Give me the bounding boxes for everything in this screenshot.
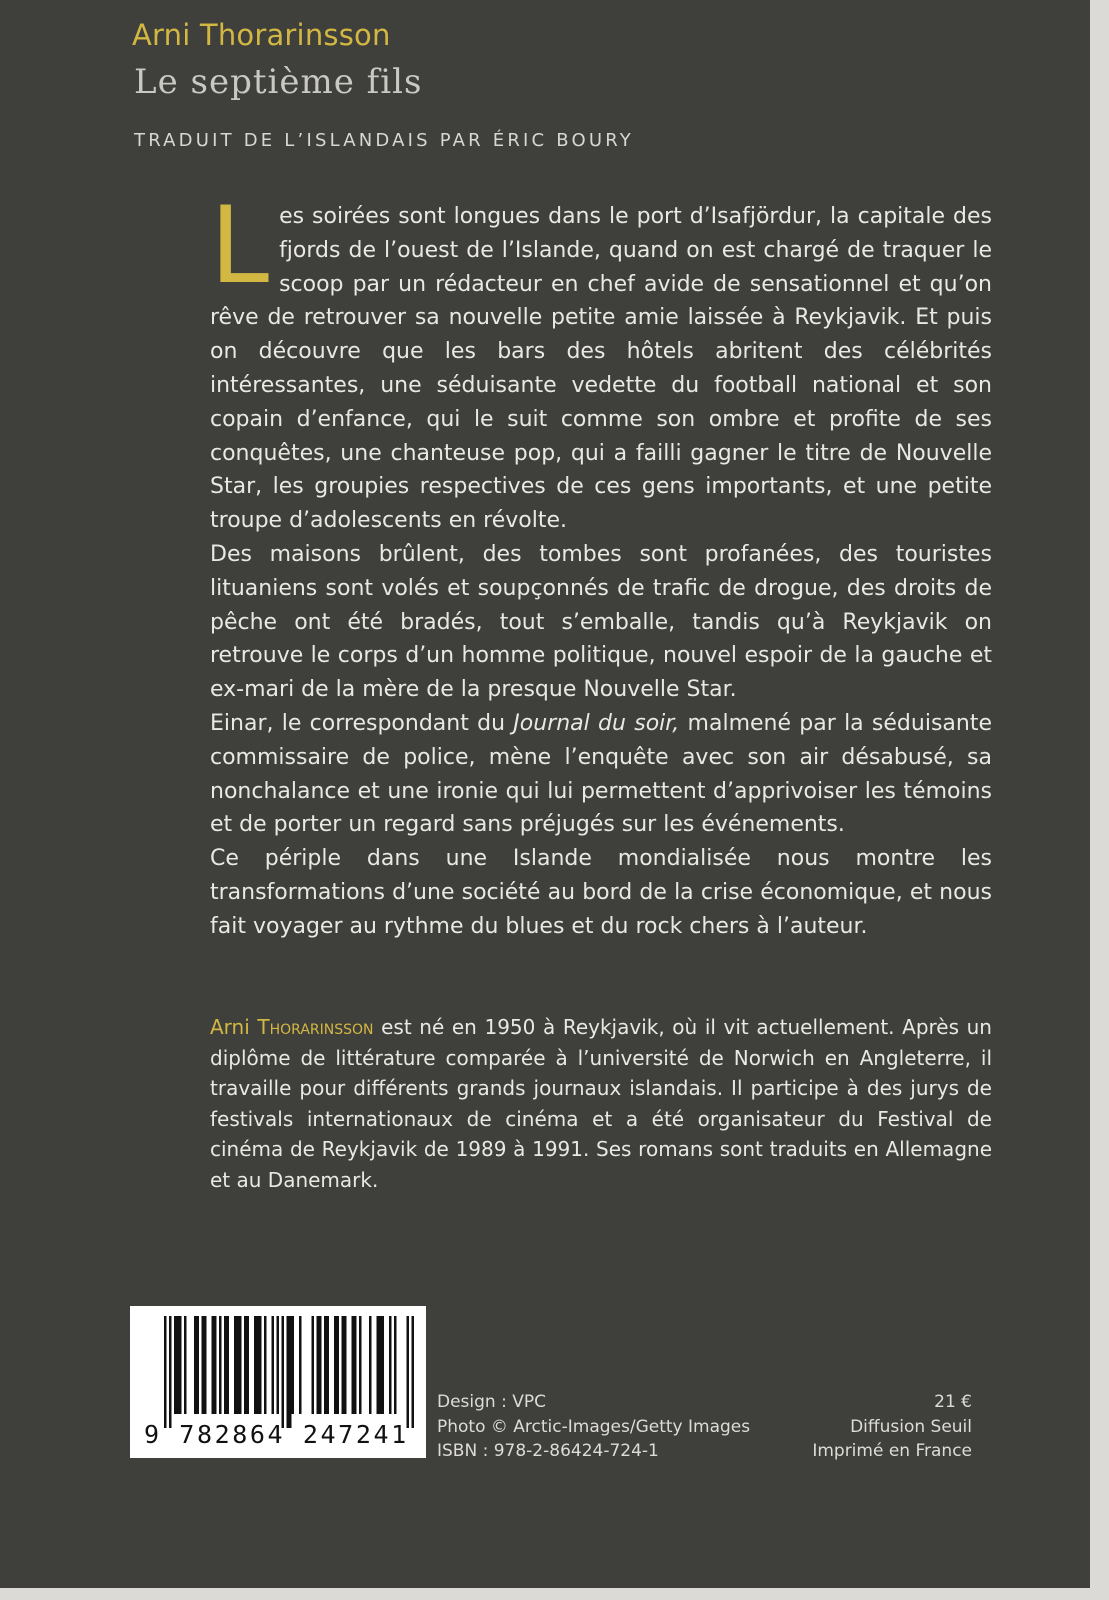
barcode-bar	[377, 1316, 380, 1414]
author-name: Arni Thorarinsson	[132, 18, 391, 52]
barcode-bar	[169, 1316, 172, 1428]
barcode-bar	[234, 1316, 237, 1414]
barcode-bar	[237, 1316, 240, 1414]
barcode-bar	[197, 1316, 200, 1414]
barcode-bar	[194, 1316, 197, 1414]
blurb-paragraph-3-start: Einar, le correspondant du	[210, 710, 514, 736]
barcode-bar	[202, 1316, 205, 1414]
barcode-bar	[239, 1316, 242, 1414]
barcode-bar	[352, 1316, 355, 1414]
book-title: Le septième fils	[134, 62, 423, 102]
barcode-bar	[184, 1316, 187, 1414]
photo-credit: Photo © Arctic-Images/Getty Images	[437, 1416, 751, 1437]
author-bio	[210, 1012, 992, 1195]
drop-cap: L	[210, 184, 270, 307]
barcode-bar	[272, 1316, 275, 1414]
barcode-bar	[179, 1316, 182, 1414]
barcode-bar	[254, 1316, 257, 1414]
bio-text: est né en 1950 à Reykjavik, où il vit actuellement. Après un diplôme de littérature comparée à l’université de Norwich en Angleterre, il travaille pour différents grands journaux islandais. Il participe à des jurys de festivals internationaux de cinéma et a été organisateur du Festival de cinéma de Reykjavik de 1989 à 1991. Ses romans sont traduits en Allemagne et au Danemark.	[210, 1015, 992, 1192]
barcode-bar	[334, 1316, 337, 1414]
barcode-bar	[277, 1316, 280, 1414]
barcode-bar	[324, 1316, 327, 1414]
bio-author-last-name: Thorarinsson	[257, 1015, 374, 1039]
barcode-bar	[354, 1316, 357, 1414]
printed-in: Imprimé en France	[812, 1441, 972, 1461]
barcode-bar	[219, 1316, 222, 1414]
barcode-bar	[342, 1316, 345, 1414]
barcode-bar	[214, 1316, 217, 1414]
distribution: Diffusion Seuil	[850, 1416, 972, 1437]
barcode-bar	[282, 1316, 285, 1428]
bio-author-first-name: Arni	[210, 1015, 250, 1039]
barcode-bar	[312, 1316, 315, 1414]
barcode-bar	[369, 1316, 372, 1414]
barcode-bar	[264, 1316, 267, 1414]
barcode-bar	[382, 1316, 385, 1414]
blurb-paragraph-2: Des maisons brûlent, des tombes sont profanées, des touristes lituaniens sont volés et soupçonnés de trafic de drogue, des droits de pêche ont été bradés, tout s’emballe, tandis qu’à Reykjavik on retrouve le corps d’un homme politique, nouvel espoir de la gauche et ex-mari de la mère de la presque Nouvelle Star.	[210, 541, 992, 703]
blurb-paragraph-1-text: es soirées sont longues dans le port d’Isafjördur, la capitale des fjords de l’ouest de l’Islande, quand on est chargé de traquer le scoop par un rédacteur en chef avide de sensationnel et qu’on rêve de retrouver sa nouvelle petite amie laissée à Reykjavik. Et puis on découvre que les bars des hôtels abritent des célébrités intéressantes, une séduisante vedette du football national et son copain d’enfance, qui le suit comme son ombre et profite de ses conquêtes, une chanteuse pop, qui a failli gagner le titre de Nouvelle Star, les groupies respectives de ces gens importants, et une petite troupe d’adolescents en révolte.	[210, 204, 992, 534]
barcode-bar	[204, 1316, 207, 1414]
barcode-bar	[379, 1316, 382, 1414]
barcode-bar	[289, 1316, 292, 1428]
isbn: ISBN : 978-2-86424-724-1	[437, 1441, 659, 1461]
barcode-bar	[212, 1316, 215, 1414]
blurb-paragraph-1	[210, 184, 992, 538]
author-bio-paragraph	[210, 1012, 992, 1195]
barcode-bar	[164, 1316, 167, 1428]
blurb-paragraph-3	[210, 707, 992, 842]
barcode-bar	[292, 1316, 295, 1414]
price: 21 €	[934, 1392, 972, 1412]
barcode-bar	[174, 1316, 177, 1414]
barcode-bar	[247, 1316, 250, 1414]
barcode	[130, 1306, 426, 1458]
commerce-info	[812, 1390, 972, 1464]
barcode-bar	[344, 1316, 347, 1414]
barcode-bar	[227, 1316, 230, 1414]
barcode-bar	[259, 1316, 262, 1414]
barcode-bar	[359, 1316, 362, 1414]
barcode-bar	[389, 1316, 392, 1414]
barcode-bar	[244, 1316, 247, 1414]
blurb-paragraph-3-end: malmené par la séduisante commissaire de police, mène l’enquête avec son air désabusé, sa nonchalance et une ironie qui lui permettent d’apprivoiser les témoins et de porter un regard sans préjugés sur les événements.	[210, 710, 992, 838]
barcode-bar	[407, 1316, 410, 1428]
translator-line: TRADUIT DE L’ISLANDAIS PAR ÉRIC BOURY	[134, 130, 634, 151]
blurb	[210, 184, 992, 944]
barcode-bar	[394, 1316, 397, 1414]
blurb-paragraph-4: Ce périple dans une Islande mondialisée nous montre les transformations d’une société au bord de la crise économique, et nous fait voyager au rythme du blues et du rock chers à l’auteur.	[210, 846, 992, 939]
barcode-digits: 9 782864 247241	[144, 1420, 409, 1449]
barcode-bar	[257, 1316, 260, 1414]
credits	[437, 1390, 750, 1464]
newspaper-title: Journal du soir,	[513, 710, 680, 736]
barcode-bar	[327, 1316, 330, 1414]
barcode-bar	[317, 1316, 320, 1414]
barcode-bar	[319, 1316, 322, 1414]
barcode-bar	[224, 1316, 227, 1414]
design-credit: Design : VPC	[437, 1392, 546, 1412]
barcode-bar	[299, 1316, 302, 1414]
barcode-bar	[287, 1316, 290, 1428]
barcode-bar	[412, 1316, 415, 1428]
barcode-bar	[337, 1316, 340, 1414]
barcode-bar	[177, 1316, 180, 1414]
